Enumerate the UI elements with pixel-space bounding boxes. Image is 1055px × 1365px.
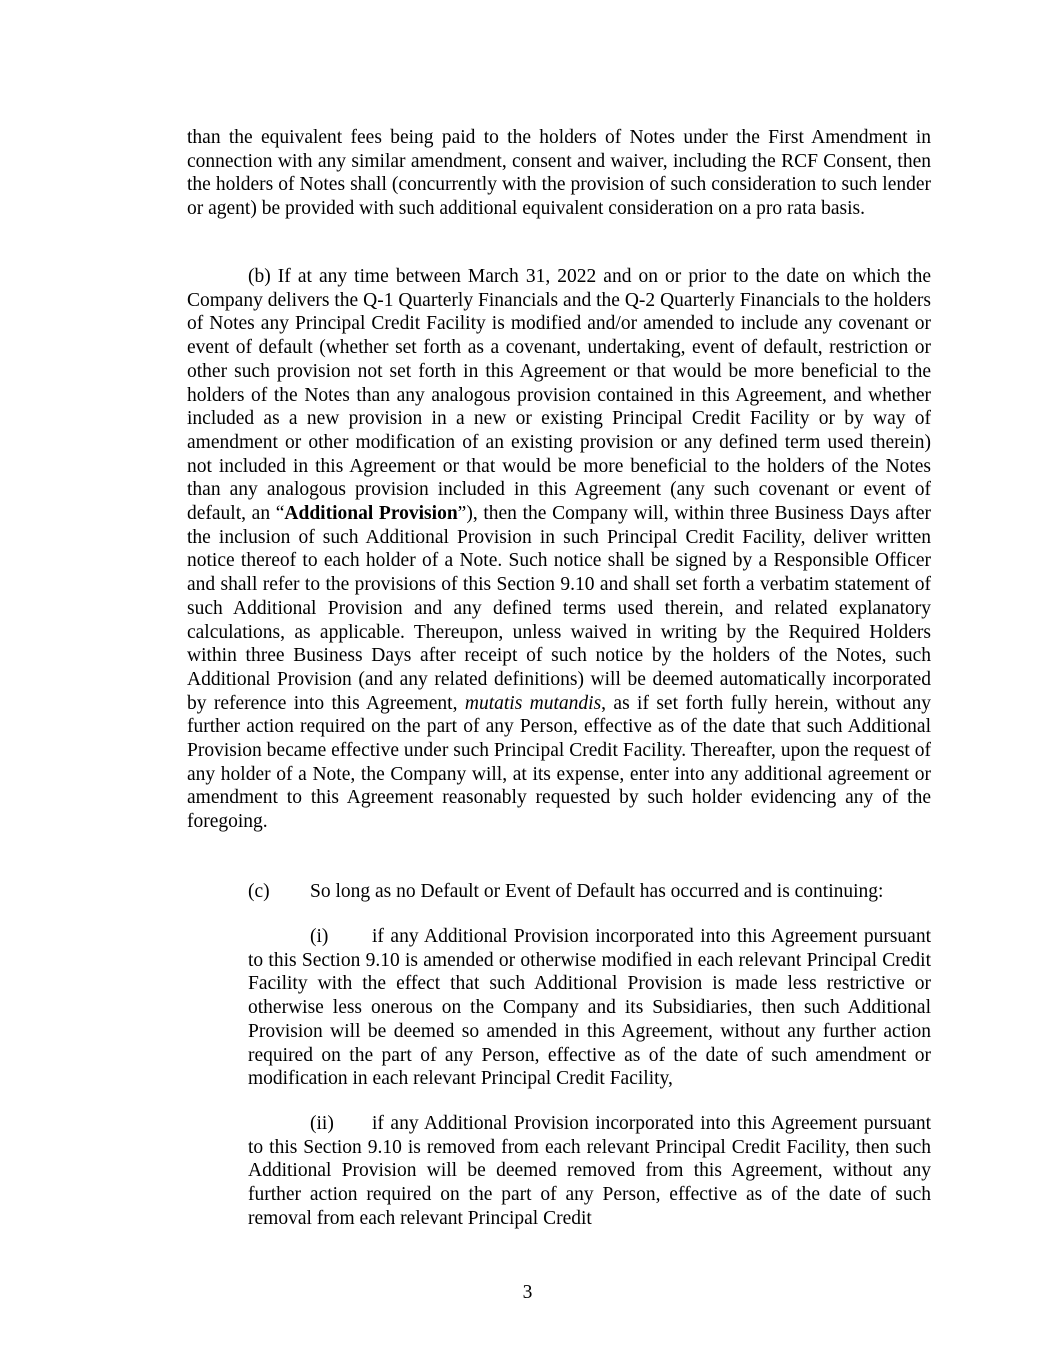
paragraph-c-i: [248, 925, 931, 1091]
paragraph-b: [187, 265, 931, 834]
paragraph-c-i-marker: (i): [310, 926, 329, 947]
paragraph-c: [248, 880, 931, 904]
paragraph-c-ii-text: if any Additional Provision incorporated into this Agreement pursuant to this Section 9.10 is removed from each relevant Principal Credit Facility, then such Additional Provision will be deemed removed from this Agreement, without any further action required on the part of any Person, effective as of the date of such removal from each relevant Principal Credit: [248, 1113, 931, 1229]
paragraph-continuation: than the equivalent fees being paid to the holders of Notes under the First Amendment in connection with any similar amendment, consent and waiver, including the RCF Consent, then the holders of Notes shall (concurrently with the provision of such consideration to such lender or agent) be provided with such additional equivalent consideration on a pro rata basis.: [187, 127, 931, 220]
paragraph-c-ii-marker: (ii): [310, 1113, 334, 1134]
defined-term-additional-provision: Additional Provision: [284, 503, 458, 525]
paragraph-c-text: So long as no Default or Event of Default has occurred and is continuing:: [310, 881, 884, 902]
paragraph-b-text-1: (b) If at any time between March 31, 2022 and on or prior to the date on which the Company delivers the Q-1 Quarterly Financials and the Q-2 Quarterly Financials to the holders of Notes any Principal Credit Facility is modified and/or amended to include any covenant or event of default (whether set forth as a covenant, undertaking, event of default, restriction or other such provision not set forth in this Agreement or that would be more beneficial to the holders of the Notes than any analogous provision contained in this Agreement, and whether included as a new provision in a new or existing Principal Credit Facility or by way of amendment or other modification of an existing provision or any defined term used therein) not included in this Agreement or that would be more beneficial to the holders of the Notes than any analogous provision included in this Agreement (any such covenant or event of default, an “: [187, 266, 931, 525]
paragraph-b-text-2: ”), then the Company will, within three Business Days after the inclusion of such Additional Provision in such Principal Credit Facility, deliver written notice thereof to each holder of a Note. Such notice shall be signed by a Responsible Officer and shall refer to the provisions of this Section 9.10 and shall set forth a verbatim statement of such Additional Provision and any defined terms used therein, and related explanatory calculations, as applicable. Thereupon, unless waived in writing by the Required Holders within three Business Days after receipt of such notice by the holders of the Notes, such Additional Provision (and any related definitions) will be deemed automatically incorporated by reference into this Agreement,: [187, 503, 932, 714]
paragraph-b-text-3: , as if set forth fully herein, without any further action required on the part of any Person, effective as of the date that such Additional Provision became effective under such Principal Credit Facility. Thereafter, upon the request of any holder of a Note, the Company will, at its expense, enter into any additional agreement or amendment to this Agreement reasonably requested by such holder evidencing any of the foregoing.: [187, 692, 931, 833]
paragraph-c-ii: [248, 1112, 931, 1231]
page-number: 3: [522, 1282, 533, 1303]
paragraph-c-marker: (c): [248, 881, 270, 902]
paragraph-c-i-text: if any Additional Provision incorporated into this Agreement pursuant to this Section 9.10 is amended or otherwise modified in each relevant Principal Credit Facility with the effect that such Additional Provision is made less restrictive or otherwise less onerous on the Company and its Subsidiaries, then such Additional Provision will be deemed so amended in this Agreement, without any further action required on the part of any Person, effective as of the date of such amendment or modification in each relevant Principal Credit Facility,: [248, 926, 931, 1090]
italic-term-mutatis-mutandis: mutatis mutandis: [464, 692, 602, 714]
